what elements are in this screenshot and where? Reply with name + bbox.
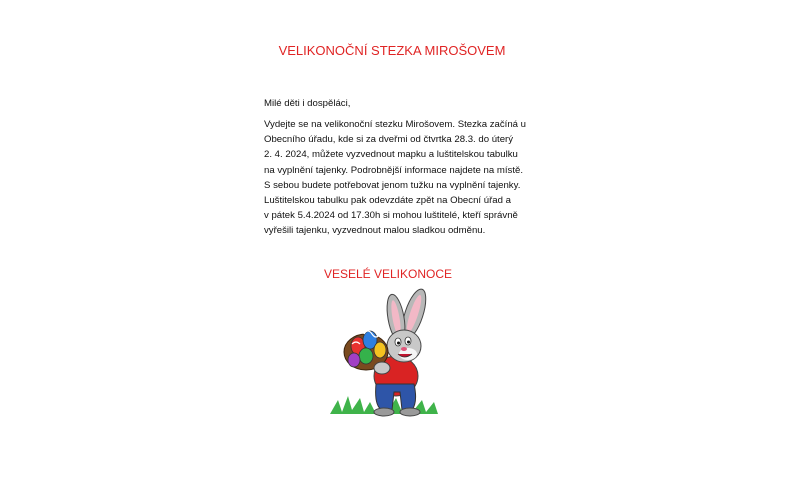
body-line: S sebou budete potřebovat jenom tužku na vyplnění tajenky.	[264, 179, 521, 191]
body-line: Obecního úřadu, kde si za dveřmi od čtvrtka 28.3. do úterý	[264, 134, 514, 146]
closing-heading: VESELÉ VELIKONOCE	[323, 267, 453, 281]
body-line: vyřešili tajenku, vyzvednout malou sladkou odměnu.	[264, 225, 486, 237]
body-line: na vyplnění tajenky. Podrobnější informace najdete na místě.	[264, 164, 524, 176]
body-line: v pátek 5.4.2024 od 17.30h si mohou luštitelé, kteří správně	[264, 210, 518, 222]
greeting: Milé děti i dospěláci,	[264, 98, 351, 109]
body-paragraph	[264, 117, 526, 239]
body-line: 2. 4. 2024, můžete vyzvednout mapku a luštitelskou tabulku	[264, 149, 518, 161]
body-line: Vydejte se na velikonoční stezku Mirošovem. Stezka začíná u	[264, 119, 527, 130]
page-title: VELIKONOČNÍ STEZKA MIROŠOVEM	[278, 43, 506, 58]
easter-bunny-with-egg-basket-icon	[326, 288, 446, 425]
body-line: Luštitelskou tabulku pak odevzdáte zpět na Obecní úřad a	[264, 195, 511, 207]
